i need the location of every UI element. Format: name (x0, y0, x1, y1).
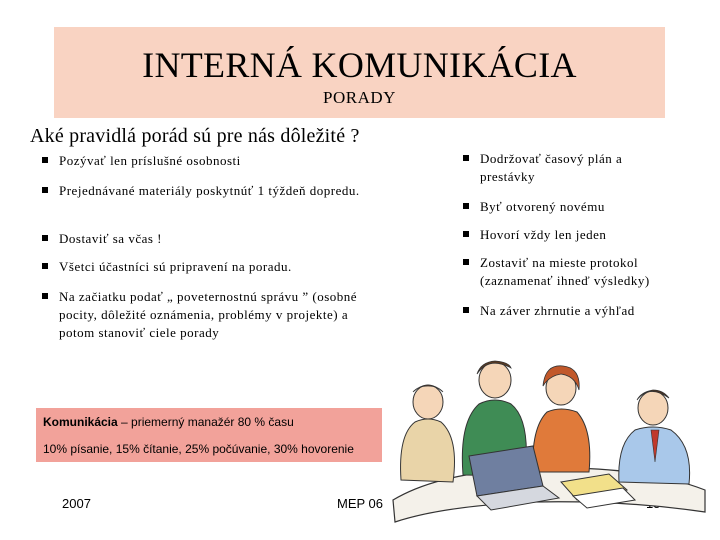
list-item (42, 258, 292, 276)
bullet-text: Na začiatku podať „ poveternostnú správu ” (osobné pocity, dôležité oznámenia, problémy v projekte) a potom stanoviť ciele porady (59, 289, 358, 340)
business-meeting-clipart-icon (383, 350, 713, 530)
square-bullet-icon (463, 203, 469, 209)
list-item (42, 288, 372, 342)
info-strip-line1 (43, 414, 294, 430)
list-item (463, 226, 606, 244)
bullet-text: Byť otvorený novému (480, 199, 605, 214)
square-bullet-icon (463, 259, 469, 265)
slide-title: INTERNÁ KOMUNIKÁCIA (142, 45, 577, 85)
square-bullet-icon (42, 157, 48, 163)
square-bullet-icon (463, 155, 469, 161)
list-item (463, 254, 699, 290)
square-bullet-icon (42, 235, 48, 241)
info-strip-rest: – priemerný manažér 80 % času (117, 415, 294, 429)
question-heading: Aké pravidlá porád sú pre nás dôležité ? (30, 125, 360, 147)
square-bullet-icon (463, 307, 469, 313)
footer-year: 2007 (62, 496, 91, 511)
bullet-text: Na záver zhrnutie a výhľad (480, 303, 635, 318)
list-item (42, 230, 162, 248)
list-item (463, 198, 605, 216)
list-item (463, 150, 673, 186)
info-strip (36, 408, 382, 462)
bullet-text: Dostaviť sa včas ! (59, 231, 163, 246)
info-strip-line2: 10% písanie, 15% čítanie, 25% počúvanie, 30% hovorenie (43, 442, 354, 456)
title-banner (54, 27, 665, 118)
bullet-text: Dodržovať časový plán a prestávky (480, 151, 623, 184)
bullet-text: Všetci účastníci sú pripravení na poradu. (59, 259, 292, 274)
bullet-text: Pozývať len príslušné osobnosti (59, 153, 241, 168)
square-bullet-icon (42, 263, 48, 269)
list-item (42, 182, 360, 200)
list-item (463, 302, 635, 320)
slide-subtitle: PORADY (323, 88, 396, 107)
square-bullet-icon (42, 293, 48, 299)
info-strip-bold: Komunikácia (43, 415, 118, 429)
bullet-text: Hovorí vždy len jeden (480, 227, 607, 242)
bullet-text: Zostaviť na mieste protokol (zaznamenať ihneď výsledky) (480, 255, 650, 288)
square-bullet-icon (42, 187, 48, 193)
footer-center: MEP 06 (337, 496, 384, 511)
list-item (42, 152, 241, 170)
bullet-text: Prejednávané materiály poskytnúť 1 týždeň dopredu. (59, 183, 360, 198)
square-bullet-icon (463, 231, 469, 237)
